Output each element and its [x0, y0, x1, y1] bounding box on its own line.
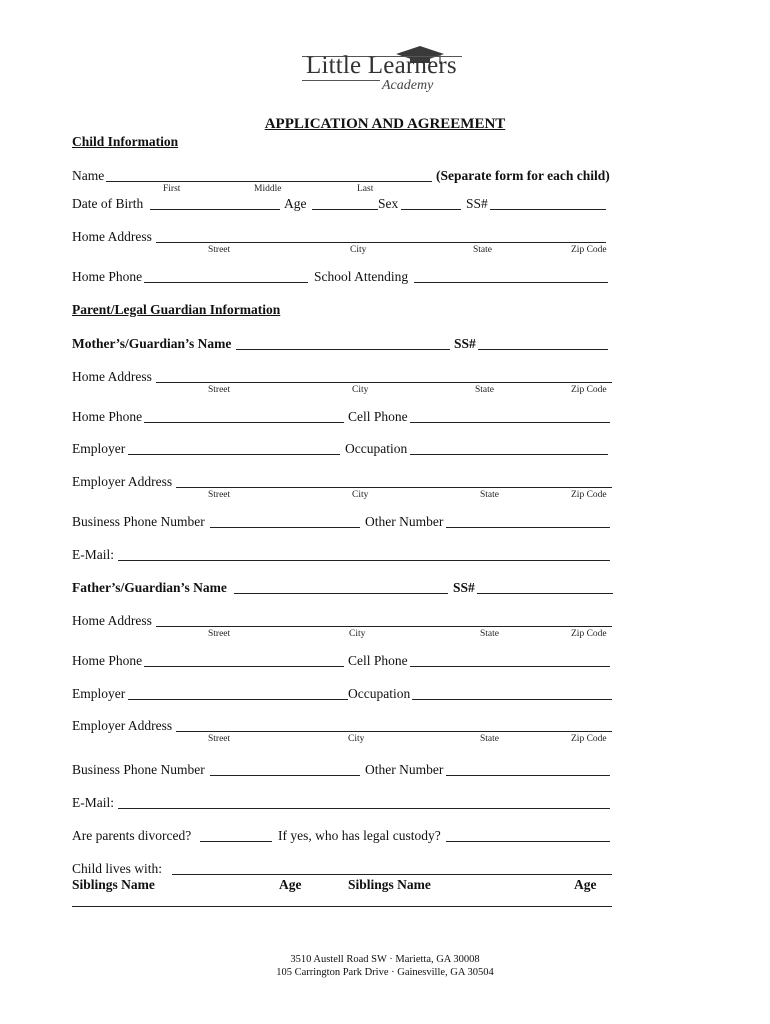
logo-name: Little Learners: [306, 52, 457, 79]
mother-other-number-field[interactable]: [446, 527, 610, 528]
caption-state: State: [480, 490, 499, 500]
child-address-label: Home Address: [72, 229, 152, 244]
child-name-label: Name: [72, 168, 105, 183]
caption-street: Street: [208, 734, 231, 744]
custody-label: If yes, who has legal custody?: [278, 828, 441, 843]
mother-email-field[interactable]: [118, 560, 610, 561]
father-home-phone-field[interactable]: [144, 666, 344, 667]
father-ss-label: SS#: [453, 580, 475, 595]
sex-label: Sex: [378, 196, 399, 211]
caption-street: Street: [208, 245, 231, 255]
father-business-phone-field[interactable]: [210, 775, 360, 776]
father-occupation-label: Occupation: [348, 686, 411, 701]
caption-state: State: [480, 629, 499, 639]
mother-employer-field[interactable]: [128, 454, 340, 455]
child-ss-field[interactable]: [490, 209, 606, 210]
caption-city: City: [352, 490, 369, 500]
mother-cell-phone-label: Cell Phone: [348, 409, 408, 424]
father-employer-label: Employer: [72, 686, 126, 701]
school-field[interactable]: [414, 282, 608, 283]
mother-email-label: E-Mail:: [72, 547, 114, 562]
father-email-field[interactable]: [118, 808, 610, 809]
child-home-phone-label: Home Phone: [72, 269, 143, 284]
caption-city: City: [348, 734, 365, 744]
caption-city: City: [350, 245, 367, 255]
caption-zip: Zip Code: [571, 629, 607, 639]
caption-state: State: [475, 385, 494, 395]
sex-field[interactable]: [401, 209, 461, 210]
mother-name-field[interactable]: [236, 349, 450, 350]
father-business-phone-label: Business Phone Number: [72, 762, 205, 777]
mother-employer-address-field[interactable]: [176, 487, 612, 488]
mother-occupation-label: Occupation: [345, 441, 408, 456]
caption-zip: Zip Code: [571, 734, 607, 744]
mother-employer-label: Employer: [72, 441, 126, 456]
lives-with-label: Child lives with:: [72, 861, 163, 876]
caption-state: State: [473, 245, 492, 255]
mother-business-phone-field[interactable]: [210, 527, 360, 528]
father-email-label: E-Mail:: [72, 795, 114, 810]
mother-business-phone-label: Business Phone Number: [72, 514, 205, 529]
mother-cell-phone-field[interactable]: [410, 422, 610, 423]
caption-city: City: [349, 629, 366, 639]
child-home-phone-field[interactable]: [144, 282, 308, 283]
mother-home-phone-label: Home Phone: [72, 409, 143, 424]
father-other-number-label: Other Number: [365, 762, 444, 777]
mother-employer-address-label: Employer Address: [72, 474, 173, 489]
father-name-label: Father’s/Guardian’s Name: [72, 580, 227, 595]
father-employer-address-field[interactable]: [176, 731, 612, 732]
logo-rule-bottom: [302, 80, 380, 81]
mother-address-field[interactable]: [156, 382, 612, 383]
page-title: APPLICATION AND AGREEMENT: [264, 116, 506, 132]
logo-subtitle: Academy: [382, 78, 434, 93]
dob-field[interactable]: [150, 209, 280, 210]
siblings-name-header-1: Siblings Name: [72, 877, 155, 892]
separate-form-note: (Separate form for each child): [436, 168, 610, 183]
father-employer-address-label: Employer Address: [72, 718, 173, 733]
caption-street: Street: [208, 629, 231, 639]
father-address-label: Home Address: [72, 613, 152, 628]
siblings-name-header-2: Siblings Name: [348, 877, 431, 892]
father-address-field[interactable]: [156, 626, 612, 627]
father-ss-field[interactable]: [477, 593, 613, 594]
footer-address-2: 105 Carrington Park Drive · Gainesville, GA 30504: [276, 967, 494, 978]
lives-with-field[interactable]: [172, 874, 612, 875]
divorced-label: Are parents divorced?: [72, 828, 192, 843]
father-employer-field[interactable]: [128, 699, 348, 700]
custody-field[interactable]: [446, 841, 610, 842]
caption-zip: Zip Code: [571, 490, 607, 500]
school-label: School Attending: [314, 269, 409, 284]
mother-occupation-field[interactable]: [410, 454, 608, 455]
caption-middle: Middle: [254, 184, 282, 194]
caption-street: Street: [208, 490, 231, 500]
child-address-field[interactable]: [156, 242, 606, 243]
caption-zip: Zip Code: [571, 245, 607, 255]
father-name-field[interactable]: [234, 593, 448, 594]
father-cell-phone-field[interactable]: [410, 666, 610, 667]
father-occupation-field[interactable]: [412, 699, 612, 700]
child-name-field[interactable]: [106, 181, 432, 182]
mother-ss-label: SS#: [454, 336, 476, 351]
father-other-number-field[interactable]: [446, 775, 610, 776]
mother-name-label: Mother’s/Guardian’s Name: [72, 336, 232, 351]
siblings-age-header-1: Age: [279, 877, 302, 892]
caption-last: Last: [357, 184, 374, 194]
mother-home-phone-field[interactable]: [144, 422, 344, 423]
father-home-phone-label: Home Phone: [72, 653, 143, 668]
caption-zip: Zip Code: [571, 385, 607, 395]
age-field[interactable]: [312, 209, 378, 210]
mother-address-label: Home Address: [72, 369, 152, 384]
footer-address-1: 3510 Austell Road SW · Marietta, GA 30008: [290, 954, 480, 965]
siblings-row-field[interactable]: [72, 906, 612, 907]
age-label: Age: [284, 196, 307, 211]
caption-state: State: [480, 734, 499, 744]
divorced-field[interactable]: [200, 841, 272, 842]
mother-ss-field[interactable]: [478, 349, 608, 350]
caption-first: First: [163, 184, 181, 194]
child-info-heading: Child Information: [72, 134, 179, 149]
guardian-info-heading: Parent/Legal Guardian Information: [72, 302, 281, 317]
child-ss-label: SS#: [466, 196, 488, 211]
mother-other-number-label: Other Number: [365, 514, 444, 529]
father-cell-phone-label: Cell Phone: [348, 653, 408, 668]
siblings-age-header-2: Age: [574, 877, 597, 892]
caption-street: Street: [208, 385, 231, 395]
caption-city: City: [352, 385, 369, 395]
dob-label: Date of Birth: [72, 196, 144, 211]
